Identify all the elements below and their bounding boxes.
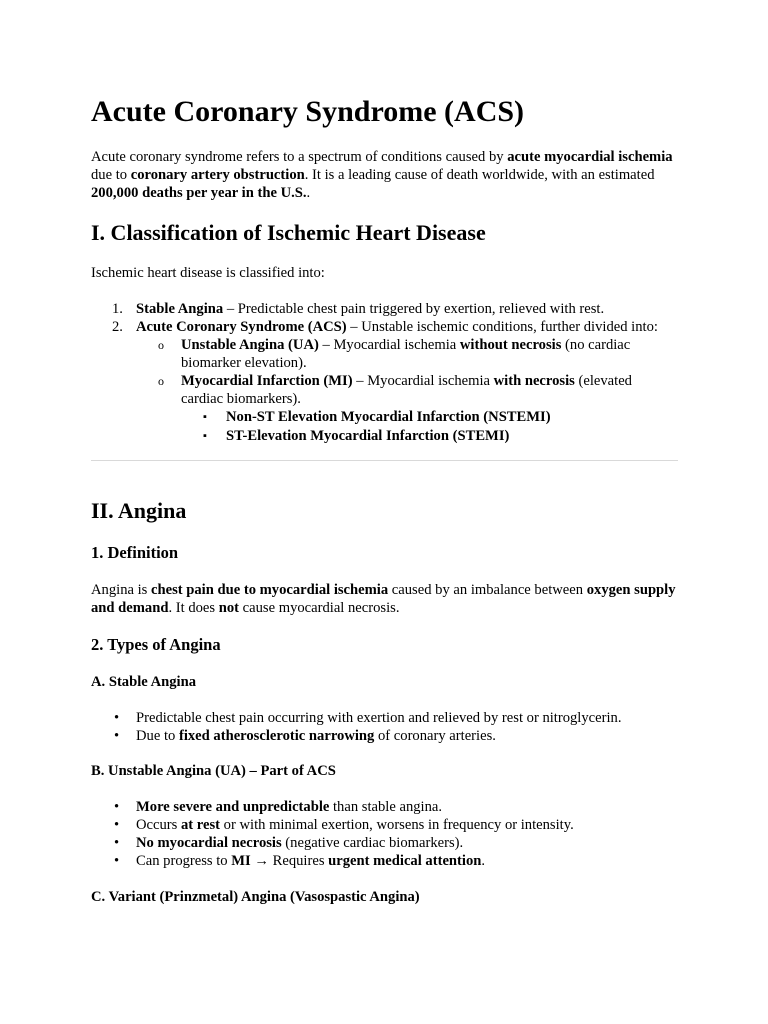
list-item-bold: fixed atherosclerotic narrowing <box>178 728 375 744</box>
intro-bold: acute myocardial ischemia <box>507 149 673 165</box>
types-heading: 2. Types of Angina <box>91 635 221 654</box>
intro-paragraph <box>91 148 681 203</box>
bullet-marker: • <box>114 710 120 726</box>
section1-lead: Ischemic heart disease is classified into: <box>91 265 325 281</box>
list-item-text: – Predictable chest pain triggered by exertion, relieved with rest. <box>223 301 605 317</box>
sub-sub-item-bold: Non-ST Elevation Myocardial Infarction (NSTEMI) <box>226 409 551 425</box>
sub-item-text: (elevated cardiac biomarkers). <box>181 373 632 408</box>
list-item <box>136 852 681 870</box>
variant-angina-heading: C. Variant (Prinzmetal) Angina (Vasospastic Angina) <box>91 889 420 905</box>
intro-bold: coronary artery obstruction <box>130 167 305 184</box>
intro-bold: 200,000 deaths per year in the U.S. <box>91 185 307 202</box>
list-item-text: Can progress to <box>136 853 232 869</box>
list-item-bold: at rest <box>180 817 221 833</box>
sub-sub-list-marker: ▪ <box>203 430 207 442</box>
definition-heading: 1. Definition <box>91 543 179 562</box>
list-item-text: – Unstable ischemic conditions, further divided into: <box>346 319 658 335</box>
sub-list-marker: o <box>158 338 164 352</box>
sub-sub-item-bold: ST-Elevation Myocardial Infarction (STEMI) <box>226 428 510 444</box>
section-divider <box>91 460 678 461</box>
intro-text: . It is a leading cause of death worldwide, with an estimated <box>304 167 655 184</box>
list-item-text: Requires <box>272 853 329 869</box>
intro-text: . <box>306 185 311 202</box>
list-item <box>136 816 681 834</box>
list-item-bold: MI <box>231 853 251 869</box>
list-item-text: (negative cardiac biomarkers). <box>281 835 464 851</box>
definition-text: cause myocardial necrosis. <box>239 600 400 617</box>
list-item-text: Occurs <box>136 817 181 833</box>
intro-text: due to <box>91 167 131 184</box>
arrow-icon: → <box>250 853 273 869</box>
bullet-marker: • <box>114 728 120 744</box>
sub-item-bold: with necrosis <box>493 373 575 389</box>
sub-item-bold: Unstable Angina (UA) <box>181 337 319 353</box>
sub-item-unstable-angina <box>181 336 651 372</box>
list-item-bold: Acute Coronary Syndrome (ACS) <box>136 319 347 335</box>
list-item-text: than stable angina. <box>329 799 443 815</box>
definition-bold: oxygen supply and demand <box>91 582 676 617</box>
definition-text: caused by an imbalance between <box>388 582 587 598</box>
bullet-marker: • <box>114 799 120 815</box>
list-item-text: or with minimal exertion, worsens in frequency or intensity. <box>220 817 574 833</box>
list-item-text: . <box>481 853 486 869</box>
list-item-stable-angina <box>136 300 681 318</box>
sub-item-text: (no cardiac biomarker elevation). <box>181 337 631 372</box>
list-item <box>136 798 681 816</box>
sub-sub-item-stemi <box>226 427 681 445</box>
section1-heading: I. Classification of Ischemic Heart Disease <box>91 220 486 245</box>
bullet-marker: • <box>114 817 120 833</box>
sub-sub-list-marker: ▪ <box>203 411 207 423</box>
definition-text: Angina is <box>91 582 151 598</box>
list-item-bold: More severe and unpredictable <box>136 799 330 815</box>
list-number: 1. <box>112 301 123 317</box>
sub-list-marker: o <box>158 374 164 388</box>
definition-bold: chest pain due to myocardial ischemia <box>151 582 389 598</box>
sub-item-text: – Myocardial ischemia <box>318 337 460 353</box>
sub-item-bold: without necrosis <box>459 337 562 353</box>
page-title: Acute Coronary Syndrome (ACS) <box>91 95 525 128</box>
bullet-marker: • <box>114 835 120 851</box>
section2-heading: II. Angina <box>91 498 187 523</box>
definition-text: . It does <box>168 600 219 617</box>
definition-paragraph <box>91 581 681 617</box>
list-item <box>136 727 681 745</box>
list-item-text: of coronary arteries. <box>374 728 496 744</box>
intro-text: Acute coronary syndrome refers to a spectrum of conditions caused by <box>91 149 508 165</box>
list-item <box>136 834 681 852</box>
list-item: Predictable chest pain occurring with exertion and relieved by rest or nitroglycerin. <box>136 710 622 726</box>
sub-item-mi <box>181 372 651 408</box>
definition-bold: not <box>218 600 240 617</box>
list-item-text: Due to <box>136 728 179 744</box>
stable-angina-heading: A. Stable Angina <box>91 674 197 690</box>
list-item-bold: No myocardial necrosis <box>136 835 282 851</box>
list-item-bold: Stable Angina <box>136 301 224 317</box>
sub-item-bold: Myocardial Infarction (MI) <box>181 373 353 389</box>
sub-sub-item-nstemi <box>226 408 681 426</box>
list-item-bold: urgent medical attention <box>328 853 482 869</box>
sub-item-text: – Myocardial ischemia <box>352 373 494 389</box>
bullet-marker: • <box>114 853 120 869</box>
list-number: 2. <box>112 319 123 335</box>
unstable-angina-heading: B. Unstable Angina (UA) – Part of ACS <box>91 763 336 779</box>
list-item-acs <box>136 318 681 336</box>
